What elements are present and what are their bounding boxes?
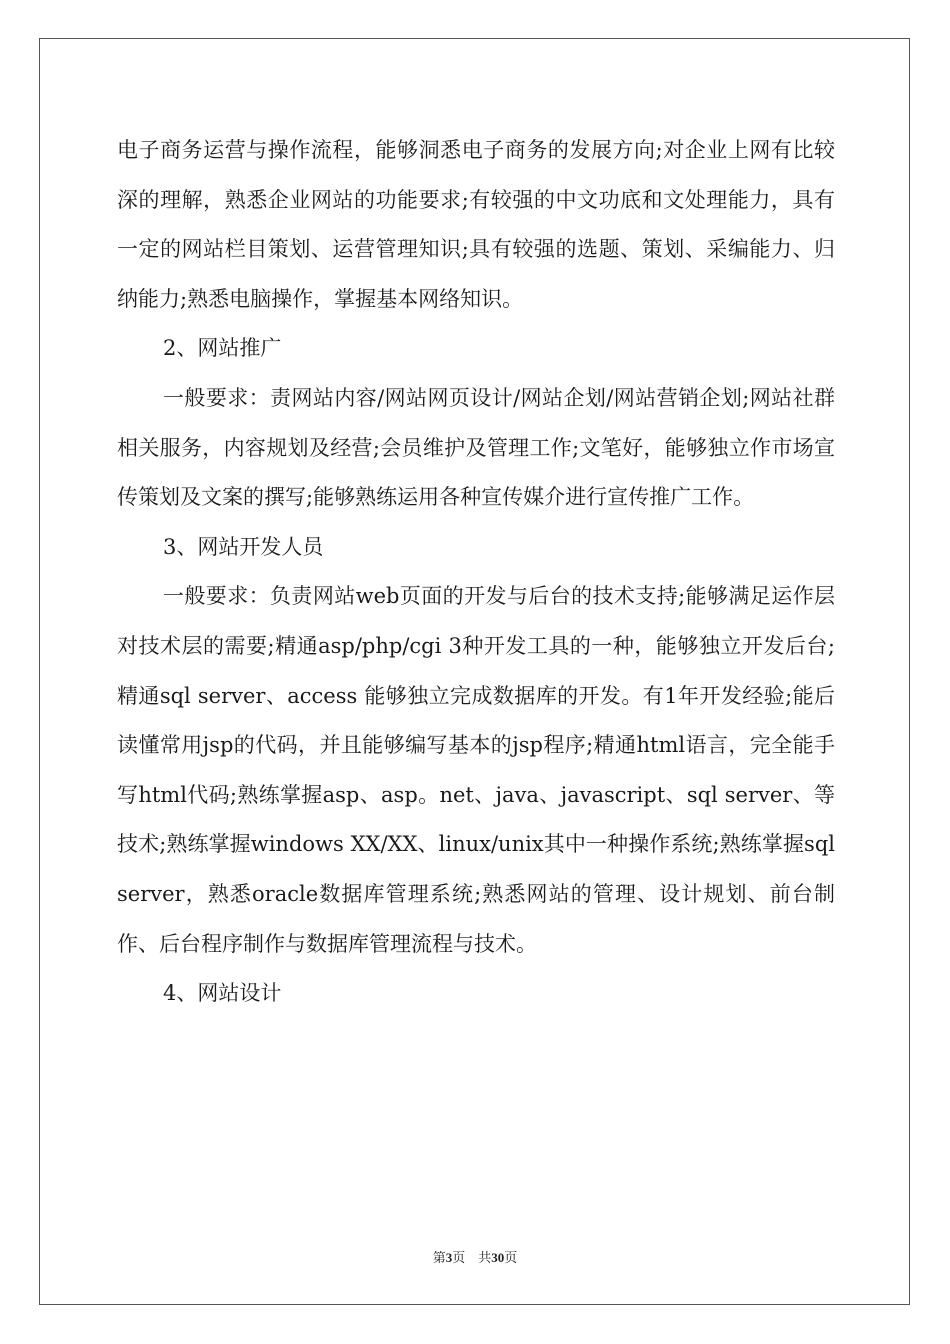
page-footer — [0, 1247, 950, 1266]
paragraph-2: 一般要求：责网站内容/网站网页设计/网站企划/网站营销企划;网站社群相关服务，内容规划及经营;会员维护及管理工作;文笔好，能够独立作市场宣传策划及文案的撰写;能够熟练运用各种宣传媒介进行宣传推广工作。 — [117, 385, 835, 510]
current-page-number: 3 — [445, 1250, 453, 1265]
total-pages-number: 30 — [491, 1250, 505, 1265]
section-heading-3: 3、网站开发人员 — [163, 534, 324, 559]
paragraph-3: 一般要求：负责网站web页面的开发与后台的技术支持;能够满足运作层对技术层的需要;精通asp/php/cgi 3种开发工具的一种，能够独立开发后台;精通sql server、access 能够独立完成数据库的开发。有1年开发经验;能后读懂常用jsp的代码，并且能够编写基本的jsp程序;精通html语言，完全能手写html代码;熟练掌握asp、asp。net、java、javascript、sql server、等技术;熟练掌握windows XX/XX、linux/unix其中一种操作系统;熟练掌握sql server，熟悉oracle数据库管理系统;熟悉网站的管理、设计规划、前台制作、后台程序制作与数据库管理流程与技术。 — [117, 584, 835, 956]
section-heading-4: 4、网站设计 — [163, 981, 282, 1006]
document-body — [117, 126, 835, 1019]
footer-prefix: 第 — [432, 1250, 446, 1265]
footer-mid: 页 共 — [452, 1250, 492, 1265]
footer-suffix: 页 — [504, 1250, 518, 1265]
paragraph-1: 电子商务运营与操作流程，能够洞悉电子商务的发展方向;对企业上网有比较深的理解，熟悉企业网站的功能要求;有较强的中文功底和文处理能力，具有一定的网站栏目策划、运营管理知识;具有较强的选题、策划、采编能力、归纳能力;熟悉电脑操作，掌握基本网络知识。 — [117, 138, 835, 311]
section-heading-2: 2、网站推广 — [163, 336, 282, 361]
